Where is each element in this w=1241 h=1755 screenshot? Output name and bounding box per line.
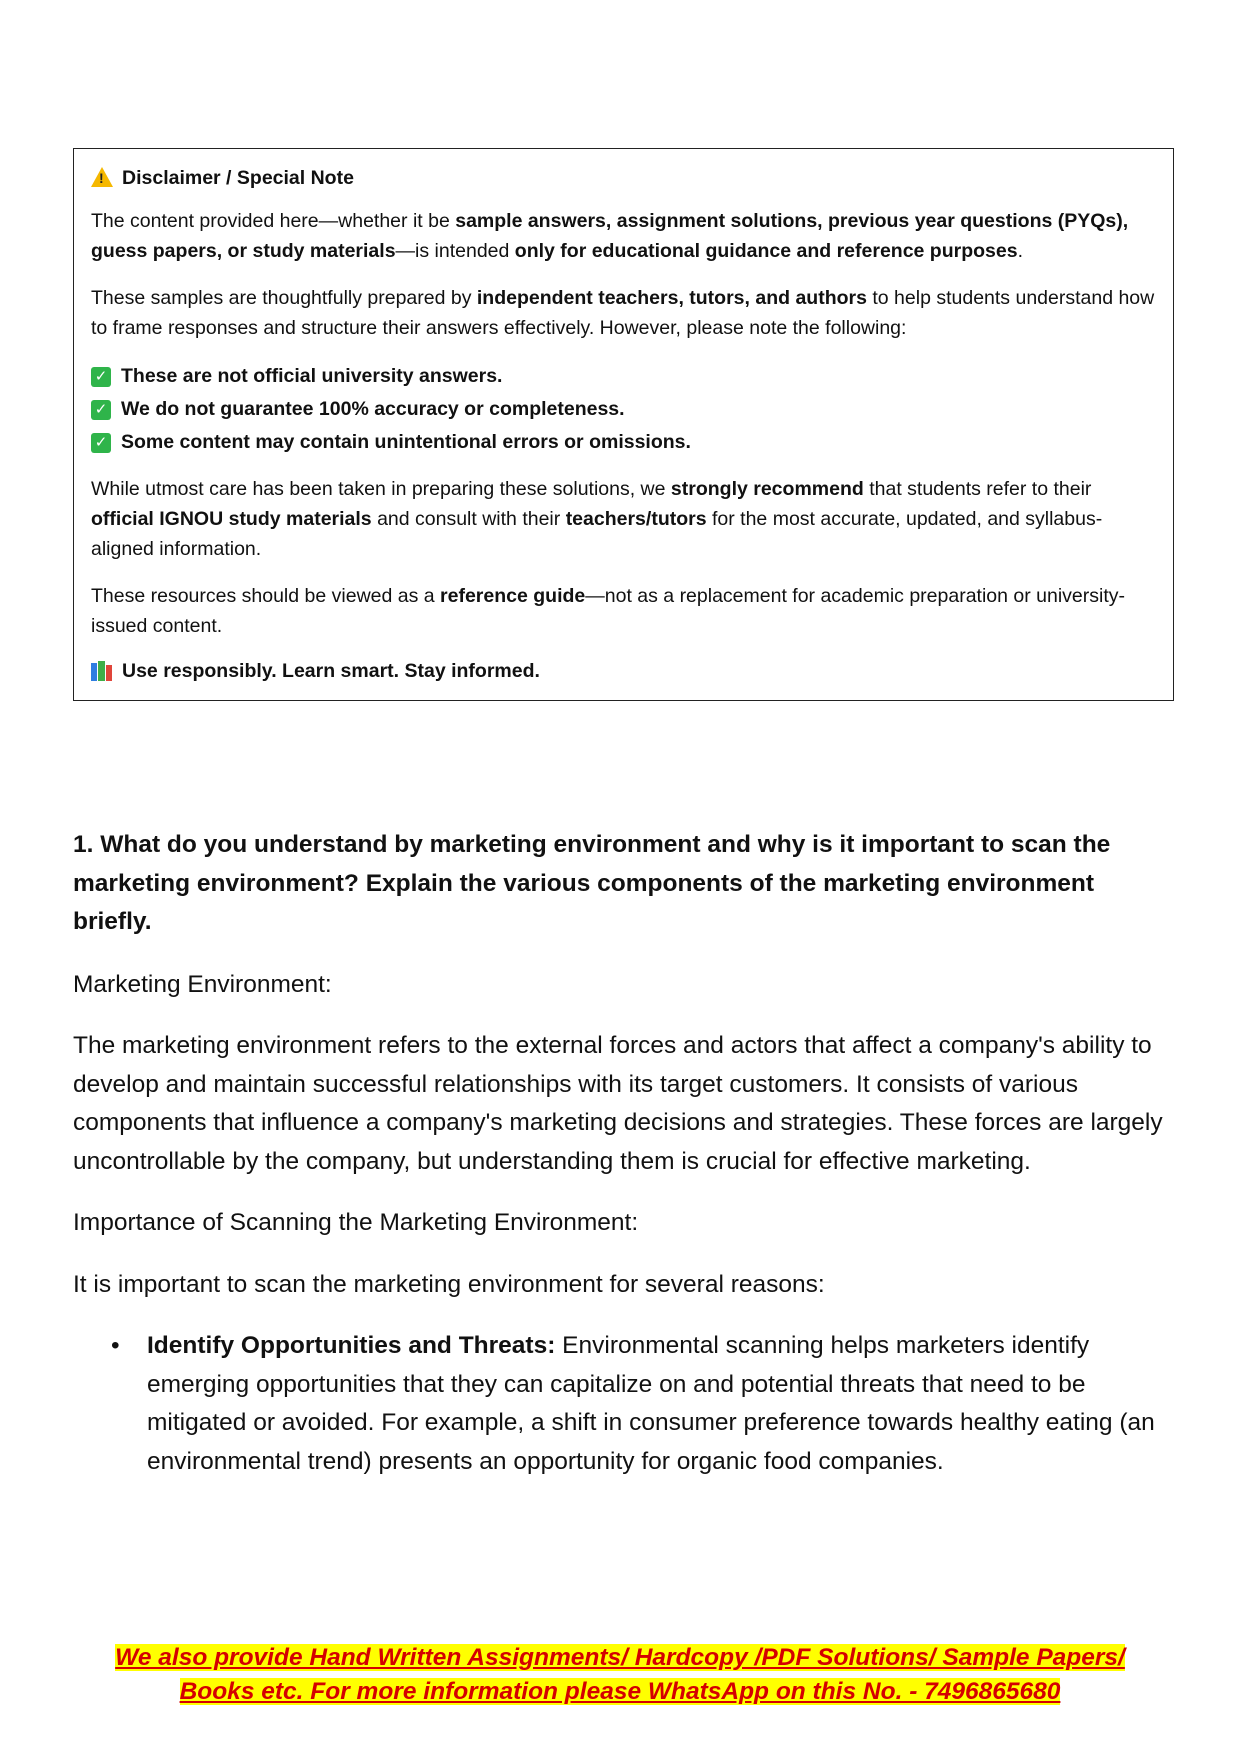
disclaimer-title: Disclaimer / Special Note [122, 167, 354, 189]
bold-span: sample answers, assignment solutions, previous year questions (PYQs), guess papers, or study materials [91, 210, 1129, 262]
text-span: —is intended [395, 240, 515, 262]
text-span: to help students understand how to frame responses and structure their answers effectively. However, please note the following: [91, 287, 1155, 339]
checklist-item [91, 393, 1157, 426]
checklist-item [91, 360, 1157, 393]
section-heading-importance: Importance of Scanning the Marketing Environment: [73, 1209, 639, 1236]
text-span: —not as a replacement for academic preparation or university-issued content. [91, 585, 1126, 637]
paragraph-definition: The marketing environment refers to the external forces and actors that affect a company's ability to develop and maintain successful relationships with its target customers. It consists of various components that influence a company's marketing decisions and strategies. These forces are largely uncontrollable by the company, but understanding them is crucial for effective marketing. [73, 1032, 1163, 1175]
disclaimer-paragraph-2 [91, 283, 1157, 343]
section-heading-marketing-environment: Marketing Environment: [73, 970, 332, 998]
bold-span: only for educational guidance and reference purposes [514, 240, 1018, 262]
checklist-item-text: We do not guarantee 100% accuracy or completeness. [121, 398, 625, 420]
disclaimer-final-text: Use responsibly. Learn smart. Stay informed. [122, 660, 540, 682]
disclaimer-paragraph-4 [91, 581, 1157, 641]
text-span: and consult with their [371, 508, 566, 530]
text-span: While utmost care has been taken in preparing these solutions, we [91, 478, 671, 500]
disclaimer-box [73, 148, 1174, 701]
checklist-item-text: Some content may contain unintentional errors or omissions. [121, 431, 691, 453]
bold-span: strongly recommend [670, 478, 864, 500]
text-span: These samples are thoughtfully prepared by [91, 287, 477, 309]
reasons-list [73, 1327, 1173, 1481]
paragraph-reasons-intro: It is important to scan the marketing environment for several reasons: [73, 1270, 825, 1298]
bold-span: teachers/tutors [565, 508, 707, 530]
main-content [73, 826, 1173, 1481]
promo-line-1: We also provide Hand Written Assignments/ Hardcopy /PDF Solutions/ Sample Papers/ [115, 1644, 1125, 1671]
disclaimer-final-line [91, 656, 1157, 686]
list-item-title: Identify Opportunities and Threats: [147, 1332, 556, 1359]
warning-icon [91, 167, 113, 187]
checklist-item [91, 426, 1157, 459]
checklist [91, 360, 1157, 459]
disclaimer-paragraph-3 [91, 474, 1157, 564]
promo-footer [60, 1641, 1180, 1709]
checkmark-icon: ✓ [91, 367, 111, 387]
checklist-item-text: These are not official university answers. [121, 365, 503, 387]
bold-span: official IGNOU study materials [91, 508, 372, 530]
disclaimer-paragraph-1 [91, 206, 1157, 266]
text-span: that students refer to their [863, 478, 1092, 500]
text-span: . [1017, 240, 1024, 262]
bold-span: independent teachers, tutors, and authors [476, 287, 867, 309]
text-span: for the most accurate, updated, and syllabus-aligned information. [91, 508, 1103, 560]
checkmark-icon: ✓ [91, 433, 111, 453]
books-icon [91, 661, 113, 681]
disclaimer-title-row [91, 163, 1157, 193]
list-item-text: Environmental scanning helps marketers identify emerging opportunities that they can capitalize on and potential threats that need to be mitigated or avoided. For example, a shift in consumer preference towards healthy eating (an environmental trend) presents an opportunity for organic food companies. [147, 1332, 1155, 1475]
text-span: These resources should be viewed as a [91, 585, 441, 607]
list-item [147, 1327, 1173, 1481]
checkmark-icon: ✓ [91, 400, 111, 420]
bold-span: reference guide [440, 585, 586, 607]
text-span: The content provided here—whether it be [91, 210, 456, 232]
promo-line-2: Books etc. For more information please WhatsApp on this No. - 7496865680 [179, 1678, 1061, 1705]
question-heading: 1. What do you understand by marketing environment and why is it important to scan the marketing environment? Explain the various components of the marketing environment briefly. [73, 831, 1111, 935]
